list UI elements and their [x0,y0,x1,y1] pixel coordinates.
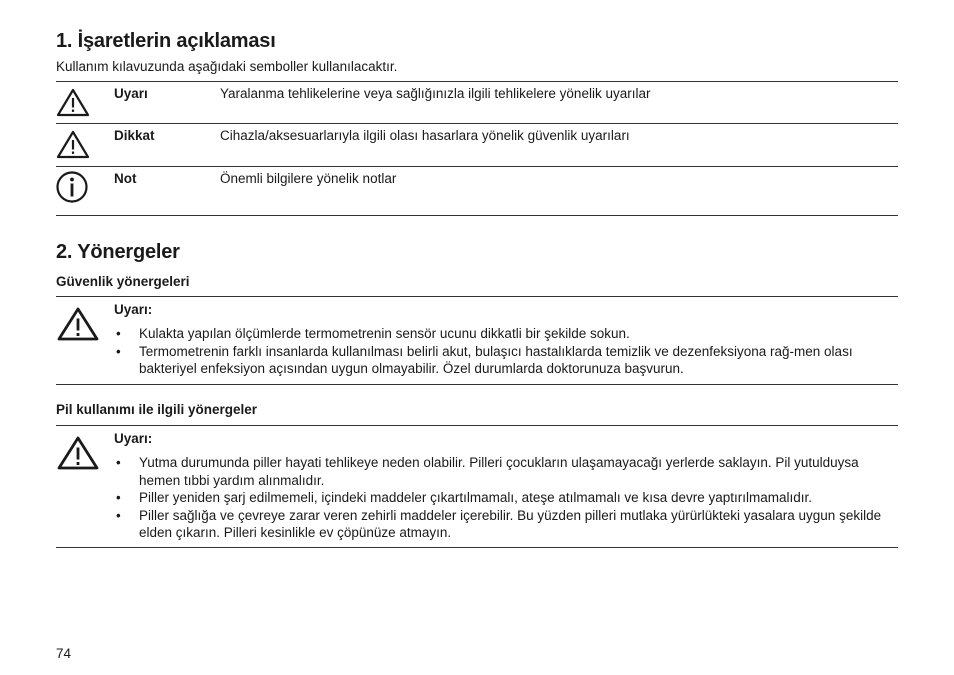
warning-label: Uyarı: [114,431,153,446]
warning-triangle-icon [56,435,100,471]
divider [56,547,898,548]
symbol-row-caution [56,123,898,166]
safety-list [114,325,898,378]
safety-heading: Güvenlik yönergeleri [56,274,190,289]
battery-list [114,454,898,542]
warning-triangle-icon [56,306,100,342]
safety-warning-block [56,296,898,384]
page-number: 74 [56,646,72,661]
warning-label: Uyarı: [114,302,153,317]
divider [56,215,898,216]
section1-intro: Kullanım kılavuzunda aşağıdaki semboller kullanılacaktır. [56,59,398,74]
manual-page [56,0,898,675]
symbol-term: Uyarı [114,86,148,101]
divider [56,384,898,385]
symbol-desc: Yaralanma tehlikelerine veya sağlığınızla ilgili tehlikelere yönelik uyarılar [220,86,651,101]
list-item: • Piller yeniden şarj edilmemeli, içindeki maddeler çıkartılmamalı, ateşe atılmamalı ve kısa devre yaptırılmamalıdır. [114,489,898,507]
symbol-term: Not [114,171,137,186]
battery-heading: Pil kullanımı ile ilgili yönergeler [56,402,258,417]
symbol-row-warning [56,81,898,123]
section1-title: 1. İşaretlerin açıklaması [56,30,276,52]
symbol-desc: Önemli bilgilere yönelik notlar [220,171,397,186]
section2-title: 2. Yönergeler [56,241,180,263]
symbol-term: Dikkat [114,128,155,143]
list-item: • Piller sağlığa ve çevreye zarar veren zehirli maddeler içerebilir. Bu yüzden pilleri mutlaka yürürlükteki yasalara uygun şekilde elden çıkarın. Pilleri kesinlikle ev çöpünüze atmayın. [114,507,898,542]
list-item: • Yutma durumunda piller hayati tehlikeye neden olabilir. Pilleri çocukların ulaşamayacağı yerlerde saklayın. Pil yutulduysa hemen tıbbi yardım alınmalıdır. [114,454,898,489]
list-item: • Kulakta yapılan ölçümlerde termometrenin sensör ucunu dikkatli bir şekilde sokun. [114,325,898,343]
battery-warning-block [56,425,898,547]
info-circle-icon [56,170,90,200]
warning-triangle-icon [56,87,90,117]
warning-triangle-icon [56,129,90,159]
symbol-desc: Cihazla/aksesuarlarıyla ilgili olası hasarlara yönelik güvenlik uyarıları [220,128,630,143]
symbol-row-note [56,166,898,215]
list-item: • Termometrenin farklı insanlarda kullanılması belirli akut, bulaşıcı hastalıklarda temizlik ve dezenfeksiyona rağ-men olası bakteriyel enfeksiyon açısından uygun olmayabilir. Özel durumlarda doktorunuza başvurun. [114,343,898,378]
